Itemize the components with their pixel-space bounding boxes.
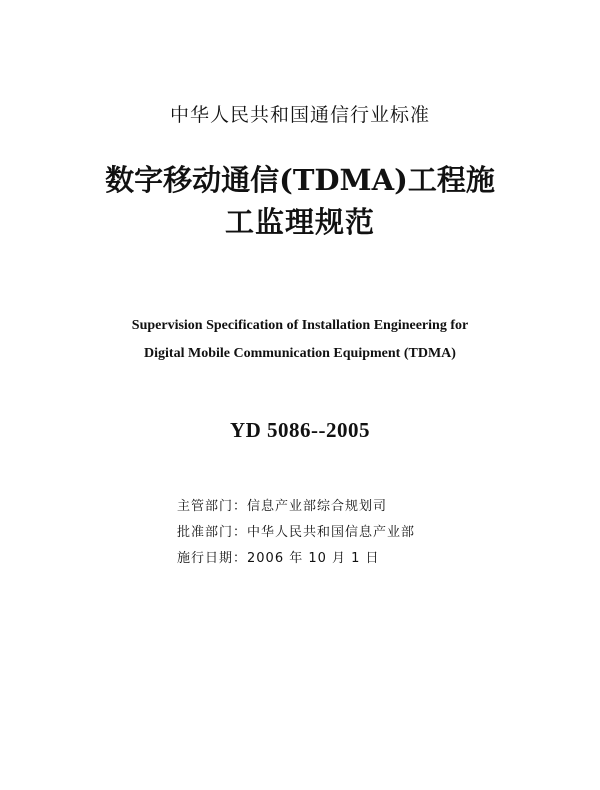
publication-info — [177, 494, 415, 572]
standard-number: YD 5086--2005 — [229, 418, 371, 442]
chinese-title-line-2: 工监理规范 — [224, 205, 375, 239]
chinese-title-line-1: 数字移动通信(TDMA)工程施 — [105, 163, 495, 197]
english-title-line-1: Supervision Specification of Installation Engineering for — [131, 318, 469, 333]
effective-date-line: 施行日期：2006 年 10 月 1 日 — [177, 551, 380, 566]
approver-line: 批准部门：中华人民共和国信息产业部 — [177, 525, 416, 540]
english-title-line-2: Digital Mobile Communication Equipment (TDMA) — [144, 346, 456, 361]
authority-line: 主管部门：信息产业部综合规划司 — [177, 499, 388, 514]
standard-category-heading: 中华人民共和国通信行业标准 — [169, 104, 430, 126]
